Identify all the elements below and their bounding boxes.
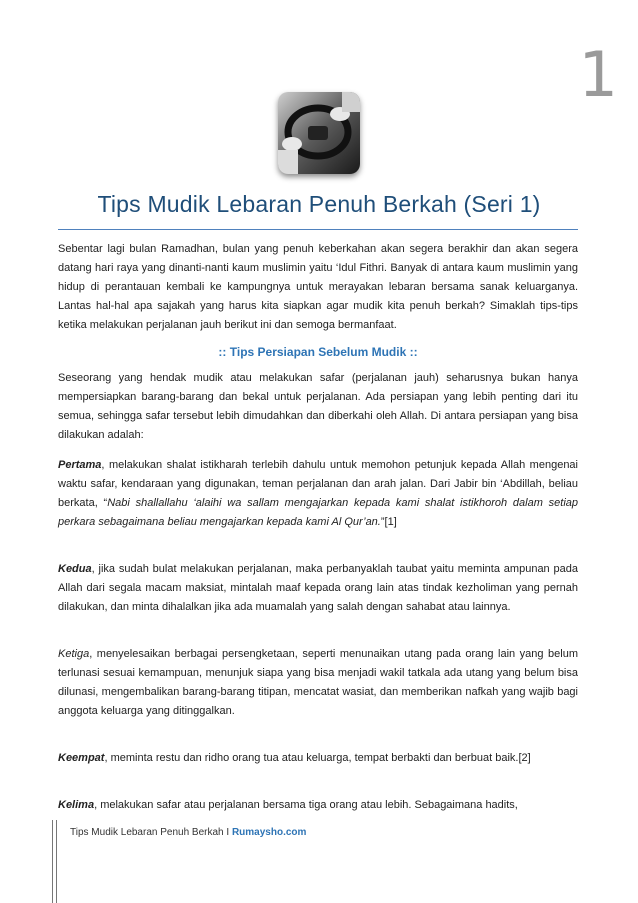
item-kelima — [58, 796, 578, 815]
footer-rule-inner — [56, 820, 57, 903]
item-kelima-label: Kelima — [58, 799, 95, 811]
item-kedua-label: Kedua — [58, 563, 92, 575]
item-keempat-label: Keempat — [58, 752, 105, 764]
section-intro-paragraph: Seseorang yang hendak mudik atau melakukan safar (perjalanan jauh) seharusnya bukan hanya mempersiapkan barang-barang dan bekal untuk perjalanan. Ada persiapan yang lebih penting dari itu semua, sehingga safar tersebut lebih dimudahkan dan diberkahi oleh Allah. Di antara persiapan yang bisa dilakukan adalah: — [58, 372, 578, 441]
page-footer — [70, 827, 306, 838]
title-divider — [58, 229, 578, 230]
footer-rule-outer — [52, 820, 53, 903]
article-body — [58, 240, 578, 815]
item-ketiga-text: , menyelesaikan berbagai persengketaan, seperti menunaikan utang pada orang lain yang belum terlunasi sesuai kemampuan, menunjuk siapa yang bisa menjadi wakil tatkala ada utang yang belum bisa dilunasi, mengembalikan barang-barang titipan, mencatat wasiat, dan memberikan nafkah yang wajib bagi anggota keluarga yang ditinggalkan. — [58, 648, 578, 717]
item-kedua-text: , jika sudah bulat melakukan perjalanan, maka perbanyaklah taubat yaitu meminta ampunan pada Allah dari segala macam maksiat, mintalah maaf kepada orang lain atas tindak kezholiman yang pernah dilakukan, dan minta dihalalkan jika ada muamalah yang salah dengan sahabat atau lainnya. — [58, 563, 578, 613]
item-pertama-ref: ”[1] — [380, 516, 397, 528]
item-pertama-text: , melakukan shalat istikharah terlebih dahulu untuk memohon petunjuk kepada Allah mengenai waktu safar, kendaraan yang digunakan, teman perjalanan dan arah jalan. Dari Jabir bin ‘Abdillah, beliau berkata, “ — [58, 459, 578, 509]
item-ketiga — [58, 645, 578, 721]
item-ketiga-label: Ketiga — [58, 648, 90, 660]
footer-text: Tips Mudik Lebaran Penuh Berkah I — [70, 827, 232, 838]
footer-site-link[interactable]: Rumaysho.com — [231, 827, 307, 838]
item-pertama — [58, 456, 578, 532]
item-pertama-label: Pertama — [58, 459, 102, 471]
item-keempat — [58, 749, 578, 768]
page-title: Tips Mudik Lebaran Penuh Berkah (Seri 1) — [97, 191, 541, 217]
item-pertama-quote: Nabi shallallahu ‘alaihi wa sallam mengajarkan kepada kami shalat istikhoroh dalam setiap perkara sebagaimana beliau mengajarkan kepada kami Al Qur’an. — [58, 497, 579, 528]
intro-paragraph: Sebentar lagi bulan Ramadhan, bulan yang penuh keberkahan akan segera berakhir dan akan segera datang hari raya yang dinanti-nanti kaum muslimin yaitu ‘Idul Fithri. Banyak di antara kaum muslimin yang hidup di perantauan kembali ke kampungnya untuk merayakan lebaran bersama sanak keluarganya. Lantas hal-hal apa sajakah yang harus kita siapkan agar mudik kita penuh berkah? Simaklah tips-tips ketika melakukan perjalanan jauh berikut ini dan semoga bermanfaat. — [58, 243, 578, 331]
item-keempat-text: , meminta restu dan ridho orang tua atau keluarga, tempat berbakti dan berbuat baik.[2] — [104, 752, 531, 764]
item-kedua — [58, 560, 578, 617]
page-number: 1 — [578, 38, 618, 111]
item-kelima-text: , melakukan safar atau perjalanan bersama tiga orang atau lebih. Sebagaimana hadits, — [94, 799, 518, 811]
steering-wheel-photo — [278, 92, 360, 174]
section-heading: :: Tips Persiapan Sebelum Mudik :: — [218, 345, 418, 359]
steering-wheel-icon — [278, 92, 360, 174]
